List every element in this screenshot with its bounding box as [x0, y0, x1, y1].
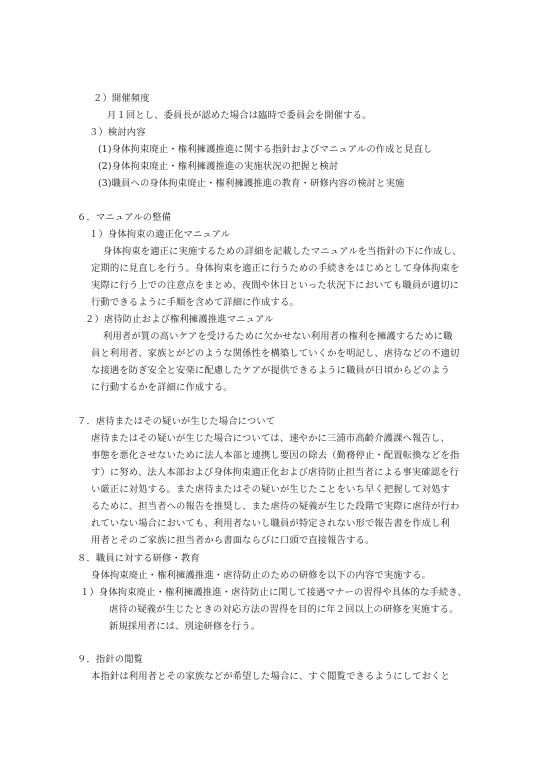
paragraph-line: に行動するかを詳細に作成する。 [91, 382, 233, 393]
paragraph-line: 虐待またはその疑いが生じた場合については、速やかに三浦市高齢介護課へ報告し、 [91, 433, 450, 444]
section-heading-staff-training: ８．職員に対する研修・教育 [77, 553, 200, 564]
subsection-heading-review-items: ３）検討内容 [89, 127, 146, 138]
subsection-heading-meeting-frequency: ２）開催頻度 [93, 93, 150, 104]
list-item: １）身体拘束廃止・権利擁護推進・虐待防止に関して接遇マナーの習得や具体的な手続き、 [80, 587, 467, 598]
paragraph-line: 用者とそのご家族に担当者から書面ならびに口頭で直接報告する。 [91, 535, 375, 546]
paragraph-line: 虐待の疑義が生じたときの対応方法の習得を目的に年２回以上の研修を実施する。 [109, 604, 459, 615]
paragraph-line: るために、担当者への報告を推奨し、また虐待の疑義が生じた段階で実際に虐待が行わ [91, 501, 460, 512]
paragraph-line: 行動できるように手順を含めて詳細に作成する。 [91, 297, 299, 308]
subsection-heading-abuse-prevention-manual: ２）虐待防止および権利擁護推進マニュアル [85, 314, 274, 325]
paragraph-line: 実際に行う上での注意点をまとめ、夜間や休日といった状況下においても職員が適切に [91, 280, 460, 291]
paragraph-line: 事態を悪化させないために法人本部と連携し要因の除去（勤務停止・配置転換などを指 [91, 450, 460, 461]
list-item: (2)身体拘束廃止・権利擁護推進の実施状況の把握と検討 [98, 161, 339, 172]
paragraph-line: 身体拘束を適正に実施するための詳細を記載したマニュアルを当指針の下に作成し、 [103, 246, 462, 257]
section-heading-abuse-suspected: ７．虐待またはその疑いが生じた場合について [77, 416, 276, 427]
paragraph-line: 身体拘束廃止・権利擁護推進・虐待防止のための研修を以下の内容で実施する。 [91, 570, 432, 581]
paragraph-line: れていない場合においても、利用者ないし職員が特定されない形で報告書を作成し利 [91, 518, 450, 529]
paragraph-line: 月１回とし、委員長が認めた場合は臨時で委員会を開催する。 [107, 110, 372, 121]
section-heading-guideline-viewing: ９．指針の閲覧 [77, 654, 144, 665]
list-item: (3)職員への身体拘束廃止・権利擁護推進の教育・研修内容の検討と実施 [98, 178, 405, 189]
paragraph-line: な接遇を防ぎ安全と安楽に配慮したケアが提供できるように職員が日頃からどのよう [91, 365, 450, 376]
paragraph-line: す）に努め、法人本部および身体拘束適正化および虐待防止担当者による事実確認を行 [91, 467, 460, 478]
section-heading-manual: ６．マニュアルの整備 [77, 212, 172, 223]
paragraph-line: い厳正に対処する。また虐待またはその疑いが生じたことをいち早く把握して対処す [91, 484, 450, 495]
paragraph-line: 員と利用者、家族とがどのような関係性を構築していくかを明記し、虐待などの不適切 [91, 348, 460, 359]
paragraph-line: 新規採用者には、別途研修を行う。 [109, 621, 261, 632]
list-item: (1)身体拘束廃止・権利擁護推進に関する指針およびマニュアルの作成と見直し [98, 144, 433, 155]
subsection-heading-restraint-manual: １）身体拘束の適正化マニュアル [89, 229, 231, 240]
paragraph-line: 本指針は利用者とその家族などが希望した場合に、すぐ閲覧できるようにしておくと [91, 671, 450, 682]
paragraph-line: 定期的に見直しを行う。身体拘束を適正に行うための手続きをはじめとして身体拘束を [91, 263, 460, 274]
paragraph-line: 利用者が質の高いケアを受けるために欠かせない利用者の権利を擁護するために職 [103, 331, 453, 342]
